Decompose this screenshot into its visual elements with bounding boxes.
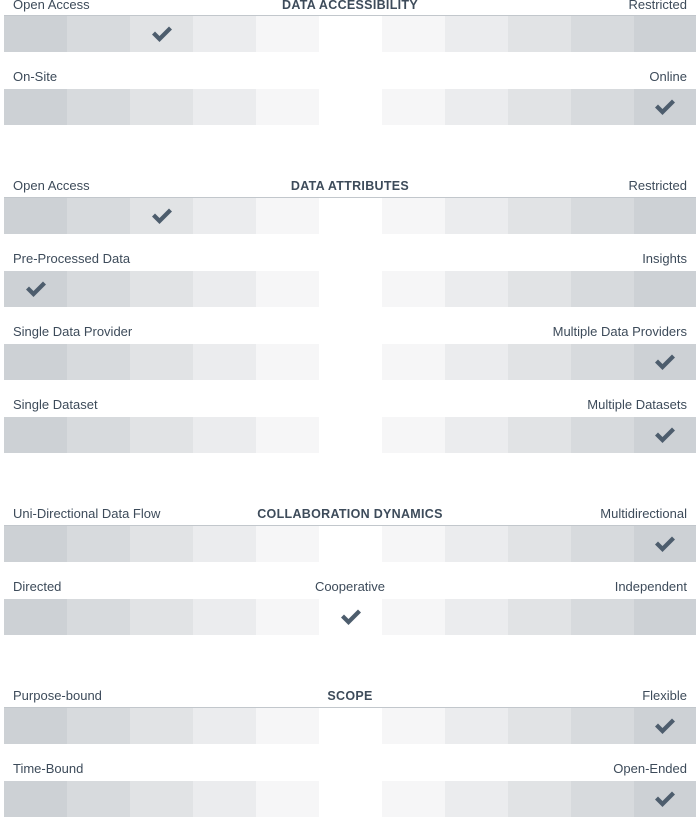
scale-option-3[interactable] — [193, 198, 256, 234]
scale-option-8[interactable] — [508, 781, 571, 817]
scale-option-6[interactable] — [382, 198, 445, 234]
rating-scale[interactable] — [4, 344, 696, 380]
scale-left-label: Single Dataset — [13, 397, 98, 412]
scale-option-9[interactable] — [571, 526, 634, 562]
scale-option-8[interactable] — [508, 89, 571, 125]
scale-option-1[interactable] — [67, 708, 130, 744]
scale-option-8[interactable] — [508, 599, 571, 635]
scale-option-9[interactable] — [571, 16, 634, 52]
scale-option-7[interactable] — [445, 89, 508, 125]
scale-option-7[interactable] — [445, 526, 508, 562]
check-icon — [150, 24, 174, 44]
check-icon — [653, 425, 677, 445]
scale-right-label: Multiple Datasets — [587, 397, 687, 412]
scale-option-4[interactable] — [256, 708, 319, 744]
scale-option-3[interactable] — [193, 708, 256, 744]
scale-option-2[interactable] — [130, 781, 193, 817]
scale-option-9[interactable] — [571, 708, 634, 744]
scale-option-0[interactable] — [4, 89, 67, 125]
scale-option-9[interactable] — [571, 344, 634, 380]
scale-option-5[interactable] — [319, 599, 382, 635]
scale-option-2[interactable] — [130, 89, 193, 125]
scale-option-4[interactable] — [256, 89, 319, 125]
scale-option-4[interactable] — [256, 198, 319, 234]
scale-option-6[interactable] — [382, 526, 445, 562]
scale-option-5[interactable] — [319, 89, 382, 125]
check-icon — [150, 206, 174, 226]
scale-option-8[interactable] — [508, 526, 571, 562]
scale-option-2[interactable] — [130, 16, 193, 52]
scale-right-label: Flexible — [642, 688, 687, 703]
section-title: SCOPE — [327, 689, 373, 703]
scale-right-label: Restricted — [628, 0, 687, 12]
scale-option-4[interactable] — [256, 417, 319, 453]
scale-option-10[interactable] — [634, 16, 696, 52]
scale-option-6[interactable] — [382, 271, 445, 307]
rating-scale[interactable] — [4, 708, 696, 744]
scale-option-10[interactable] — [634, 198, 696, 234]
scale-option-10[interactable] — [634, 708, 696, 744]
scale-option-6[interactable] — [382, 417, 445, 453]
scale-option-2[interactable] — [130, 198, 193, 234]
scale-option-6[interactable] — [382, 708, 445, 744]
scale-option-10[interactable] — [634, 89, 696, 125]
scale-option-7[interactable] — [445, 198, 508, 234]
scale-right-label: Multiple Data Providers — [552, 324, 687, 339]
scale-right-label: Insights — [642, 251, 687, 266]
scale-option-8[interactable] — [508, 271, 571, 307]
scale-option-10[interactable] — [634, 526, 696, 562]
scale-option-9[interactable] — [571, 198, 634, 234]
scale-option-0[interactable] — [4, 781, 67, 817]
scale-left-label: Purpose-bound — [13, 688, 102, 703]
scale-option-0[interactable] — [4, 526, 67, 562]
scale-option-2[interactable] — [130, 599, 193, 635]
scale-option-1[interactable] — [67, 271, 130, 307]
scale-option-1[interactable] — [67, 781, 130, 817]
scale-option-1[interactable] — [67, 344, 130, 380]
scale-option-0[interactable] — [4, 16, 67, 52]
scale-left-label: Single Data Provider — [13, 324, 133, 339]
check-icon — [24, 279, 48, 299]
scale-option-9[interactable] — [571, 417, 634, 453]
scale-option-6[interactable] — [382, 599, 445, 635]
scale-option-1[interactable] — [67, 526, 130, 562]
section-title: DATA ATTRIBUTES — [290, 179, 410, 193]
check-icon — [339, 607, 363, 627]
scale-option-10[interactable] — [634, 781, 696, 817]
scale-option-3[interactable] — [193, 417, 256, 453]
scale-option-5[interactable] — [319, 708, 382, 744]
check-icon — [653, 97, 677, 117]
scale-option-4[interactable] — [256, 344, 319, 380]
scale-option-1[interactable] — [67, 16, 130, 52]
rating-scale[interactable] — [4, 417, 696, 453]
scale-option-8[interactable] — [508, 708, 571, 744]
scale-left-label: Uni-Directional Data Flow — [13, 506, 161, 521]
scale-option-5[interactable] — [319, 781, 382, 817]
scale-option-2[interactable] — [130, 271, 193, 307]
scale-option-5[interactable] — [319, 417, 382, 453]
scale-left-label: Time-Bound — [13, 761, 84, 776]
scale-option-5[interactable] — [319, 344, 382, 380]
scale-option-10[interactable] — [634, 344, 696, 380]
scale-option-3[interactable] — [193, 344, 256, 380]
scale-option-3[interactable] — [193, 781, 256, 817]
scale-option-8[interactable] — [508, 344, 571, 380]
section-title: DATA ACCESSIBILITY — [282, 0, 418, 12]
scale-option-4[interactable] — [256, 271, 319, 307]
scale-option-9[interactable] — [571, 781, 634, 817]
scale-left-label: Open Access — [13, 0, 90, 12]
scale-option-0[interactable] — [4, 198, 67, 234]
scale-option-2[interactable] — [130, 708, 193, 744]
scale-option-1[interactable] — [67, 417, 130, 453]
scale-option-3[interactable] — [193, 89, 256, 125]
scale-option-1[interactable] — [67, 89, 130, 125]
scale-option-9[interactable] — [571, 89, 634, 125]
scale-option-4[interactable] — [256, 16, 319, 52]
scale-option-7[interactable] — [445, 271, 508, 307]
scale-option-6[interactable] — [382, 89, 445, 125]
scale-option-10[interactable] — [634, 417, 696, 453]
scale-option-6[interactable] — [382, 344, 445, 380]
scale-option-2[interactable] — [130, 526, 193, 562]
scale-option-6[interactable] — [382, 781, 445, 817]
scale-option-0[interactable] — [4, 271, 67, 307]
scale-option-5[interactable] — [319, 16, 382, 52]
scale-right-label: Open-Ended — [613, 761, 687, 776]
scale-option-3[interactable] — [193, 271, 256, 307]
scale-option-4[interactable] — [256, 526, 319, 562]
scale-option-0[interactable] — [4, 599, 67, 635]
scale-center-label: Cooperative — [314, 579, 386, 594]
scale-right-label: Restricted — [628, 178, 687, 193]
scale-option-7[interactable] — [445, 781, 508, 817]
scale-option-0[interactable] — [4, 417, 67, 453]
check-icon — [653, 352, 677, 372]
scale-option-4[interactable] — [256, 599, 319, 635]
scale-option-0[interactable] — [4, 344, 67, 380]
rating-scale[interactable] — [4, 89, 696, 125]
scale-option-1[interactable] — [67, 198, 130, 234]
rating-scale[interactable] — [4, 198, 696, 234]
scale-option-5[interactable] — [319, 271, 382, 307]
scale-right-label: Independent — [614, 579, 687, 594]
scale-option-6[interactable] — [382, 16, 445, 52]
rating-scale[interactable] — [4, 271, 696, 307]
scale-option-7[interactable] — [445, 344, 508, 380]
scale-option-8[interactable] — [508, 16, 571, 52]
scale-option-7[interactable] — [445, 417, 508, 453]
check-icon — [653, 534, 677, 554]
rating-scale[interactable] — [4, 781, 696, 817]
section-title: COLLABORATION DYNAMICS — [257, 507, 443, 521]
scale-option-3[interactable] — [193, 526, 256, 562]
scale-right-label: Online — [649, 69, 687, 84]
check-icon — [653, 789, 677, 809]
scale-option-9[interactable] — [571, 271, 634, 307]
scale-left-label: Directed — [13, 579, 62, 594]
scale-option-10[interactable] — [634, 599, 696, 635]
scale-option-0[interactable] — [4, 708, 67, 744]
scale-option-9[interactable] — [571, 599, 634, 635]
scale-option-4[interactable] — [256, 781, 319, 817]
scale-option-5[interactable] — [319, 526, 382, 562]
scale-option-5[interactable] — [319, 198, 382, 234]
rating-scale[interactable] — [4, 526, 696, 562]
scale-option-7[interactable] — [445, 16, 508, 52]
scale-left-label: On-Site — [13, 69, 58, 84]
scale-option-3[interactable] — [193, 599, 256, 635]
scale-left-label: Pre-Processed Data — [13, 251, 131, 266]
rating-scale[interactable] — [4, 16, 696, 52]
scale-option-8[interactable] — [508, 417, 571, 453]
scale-option-2[interactable] — [130, 344, 193, 380]
scale-option-7[interactable] — [445, 599, 508, 635]
scale-option-8[interactable] — [508, 198, 571, 234]
scale-right-label: Multidirectional — [600, 506, 687, 521]
rating-scale[interactable] — [4, 599, 696, 635]
scale-option-3[interactable] — [193, 16, 256, 52]
scale-option-2[interactable] — [130, 417, 193, 453]
scale-option-7[interactable] — [445, 708, 508, 744]
check-icon — [653, 716, 677, 736]
scale-option-10[interactable] — [634, 271, 696, 307]
scale-left-label: Open Access — [13, 178, 90, 193]
scale-option-1[interactable] — [67, 599, 130, 635]
